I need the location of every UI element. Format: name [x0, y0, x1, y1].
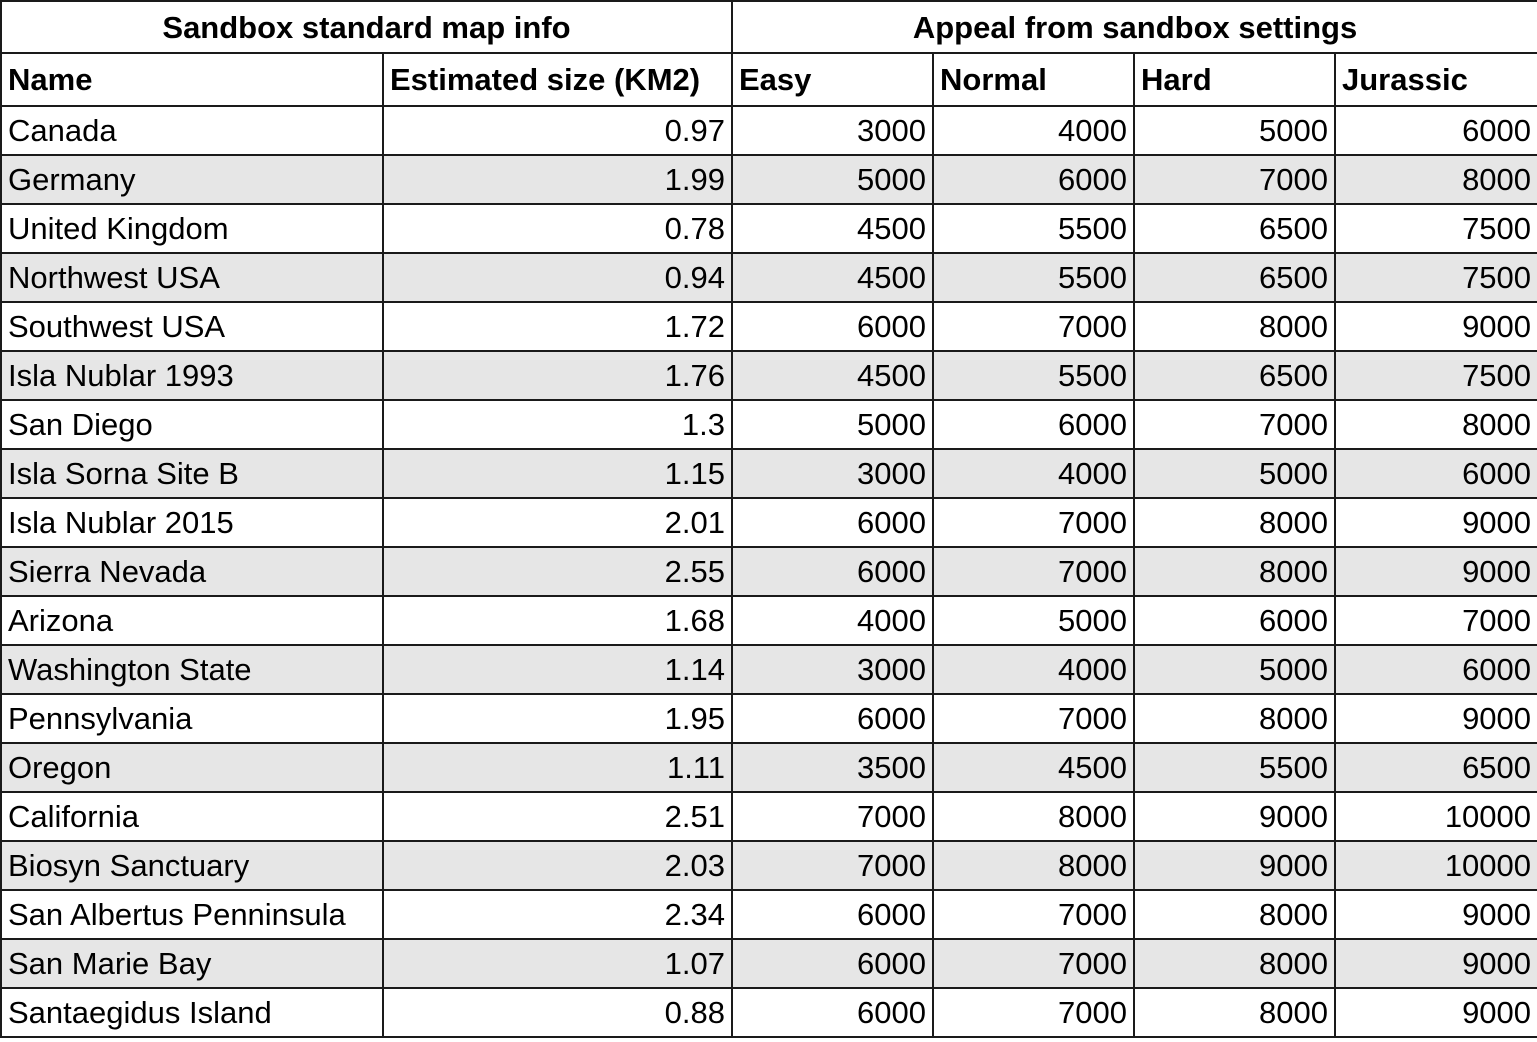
cell-name: Washington State — [1, 645, 383, 694]
cell-size: 0.78 — [383, 204, 732, 253]
cell-size: 2.03 — [383, 841, 732, 890]
cell-size: 0.97 — [383, 106, 732, 155]
cell-normal: 8000 — [933, 792, 1134, 841]
cell-hard: 7000 — [1134, 155, 1335, 204]
column-header-row — [1, 53, 1537, 106]
group-header-appeal: Appeal from sandbox settings — [732, 1, 1537, 53]
cell-jurassic: 9000 — [1335, 302, 1537, 351]
cell-jurassic: 6500 — [1335, 743, 1537, 792]
cell-hard: 5000 — [1134, 645, 1335, 694]
cell-jurassic: 6000 — [1335, 645, 1537, 694]
cell-hard: 8000 — [1134, 302, 1335, 351]
cell-easy: 7000 — [732, 841, 933, 890]
cell-hard: 5000 — [1134, 106, 1335, 155]
cell-size: 2.51 — [383, 792, 732, 841]
table-row — [1, 204, 1537, 253]
cell-hard: 6500 — [1134, 351, 1335, 400]
column-header-name: Name — [1, 53, 383, 106]
cell-name: Germany — [1, 155, 383, 204]
table-row — [1, 302, 1537, 351]
cell-jurassic: 7000 — [1335, 596, 1537, 645]
column-header-hard: Hard — [1134, 53, 1335, 106]
cell-hard: 8000 — [1134, 939, 1335, 988]
cell-easy: 6000 — [732, 988, 933, 1037]
table-row — [1, 498, 1537, 547]
cell-easy: 4000 — [732, 596, 933, 645]
cell-hard: 9000 — [1134, 841, 1335, 890]
cell-easy: 5000 — [732, 400, 933, 449]
cell-normal: 4000 — [933, 449, 1134, 498]
table-body — [1, 106, 1537, 1037]
cell-hard: 6500 — [1134, 253, 1335, 302]
table-row — [1, 841, 1537, 890]
cell-normal: 7000 — [933, 939, 1134, 988]
cell-name: Southwest USA — [1, 302, 383, 351]
table-row — [1, 253, 1537, 302]
cell-normal: 7000 — [933, 890, 1134, 939]
cell-normal: 8000 — [933, 841, 1134, 890]
cell-normal: 4500 — [933, 743, 1134, 792]
cell-jurassic: 10000 — [1335, 792, 1537, 841]
cell-easy: 3000 — [732, 645, 933, 694]
cell-normal: 7000 — [933, 988, 1134, 1037]
cell-easy: 5000 — [732, 155, 933, 204]
cell-normal: 5000 — [933, 596, 1134, 645]
cell-easy: 6000 — [732, 939, 933, 988]
table-row — [1, 939, 1537, 988]
cell-easy: 6000 — [732, 498, 933, 547]
cell-size: 1.68 — [383, 596, 732, 645]
cell-normal: 5500 — [933, 351, 1134, 400]
table-row — [1, 547, 1537, 596]
cell-jurassic: 9000 — [1335, 547, 1537, 596]
cell-hard: 8000 — [1134, 498, 1335, 547]
cell-name: Biosyn Sanctuary — [1, 841, 383, 890]
cell-name: Pennsylvania — [1, 694, 383, 743]
cell-jurassic: 7500 — [1335, 351, 1537, 400]
cell-name: San Marie Bay — [1, 939, 383, 988]
cell-normal: 7000 — [933, 547, 1134, 596]
cell-jurassic: 7500 — [1335, 204, 1537, 253]
cell-size: 1.72 — [383, 302, 732, 351]
cell-jurassic: 9000 — [1335, 890, 1537, 939]
cell-jurassic: 9000 — [1335, 498, 1537, 547]
cell-size: 2.01 — [383, 498, 732, 547]
cell-normal: 4000 — [933, 106, 1134, 155]
cell-normal: 6000 — [933, 155, 1134, 204]
cell-normal: 7000 — [933, 302, 1134, 351]
cell-normal: 5500 — [933, 253, 1134, 302]
cell-size: 1.3 — [383, 400, 732, 449]
cell-easy: 6000 — [732, 302, 933, 351]
cell-jurassic: 6000 — [1335, 449, 1537, 498]
column-header-easy: Easy — [732, 53, 933, 106]
table-row — [1, 645, 1537, 694]
cell-name: Sierra Nevada — [1, 547, 383, 596]
cell-hard: 9000 — [1134, 792, 1335, 841]
cell-name: San Diego — [1, 400, 383, 449]
cell-name: Canada — [1, 106, 383, 155]
cell-hard: 7000 — [1134, 400, 1335, 449]
cell-hard: 5000 — [1134, 449, 1335, 498]
cell-normal: 6000 — [933, 400, 1134, 449]
cell-name: Santaegidus Island — [1, 988, 383, 1037]
cell-name: California — [1, 792, 383, 841]
cell-easy: 6000 — [732, 694, 933, 743]
cell-easy: 4500 — [732, 204, 933, 253]
cell-normal: 7000 — [933, 694, 1134, 743]
cell-size: 1.95 — [383, 694, 732, 743]
cell-size: 1.15 — [383, 449, 732, 498]
cell-jurassic: 8000 — [1335, 400, 1537, 449]
cell-name: Northwest USA — [1, 253, 383, 302]
cell-jurassic: 9000 — [1335, 939, 1537, 988]
cell-size: 1.11 — [383, 743, 732, 792]
table-row — [1, 400, 1537, 449]
cell-hard: 8000 — [1134, 547, 1335, 596]
cell-jurassic: 9000 — [1335, 694, 1537, 743]
table-row — [1, 988, 1537, 1037]
cell-normal: 5500 — [933, 204, 1134, 253]
cell-jurassic: 10000 — [1335, 841, 1537, 890]
cell-hard: 6500 — [1134, 204, 1335, 253]
cell-hard: 8000 — [1134, 694, 1335, 743]
cell-jurassic: 9000 — [1335, 988, 1537, 1037]
cell-size: 1.14 — [383, 645, 732, 694]
cell-size: 0.94 — [383, 253, 732, 302]
table-row — [1, 351, 1537, 400]
cell-name: San Albertus Penninsula — [1, 890, 383, 939]
cell-name: Isla Sorna Site B — [1, 449, 383, 498]
cell-size: 1.99 — [383, 155, 732, 204]
cell-name: United Kingdom — [1, 204, 383, 253]
cell-hard: 5500 — [1134, 743, 1335, 792]
cell-easy: 3500 — [732, 743, 933, 792]
cell-hard: 8000 — [1134, 890, 1335, 939]
cell-hard: 8000 — [1134, 988, 1335, 1037]
table-row — [1, 155, 1537, 204]
column-header-size: Estimated size (KM2) — [383, 53, 732, 106]
cell-size: 2.55 — [383, 547, 732, 596]
cell-easy: 3000 — [732, 449, 933, 498]
table-row — [1, 106, 1537, 155]
column-header-jurassic: Jurassic — [1335, 53, 1537, 106]
cell-jurassic: 8000 — [1335, 155, 1537, 204]
table-row — [1, 792, 1537, 841]
cell-size: 2.34 — [383, 890, 732, 939]
cell-size: 0.88 — [383, 988, 732, 1037]
group-header-map-info: Sandbox standard map info — [1, 1, 732, 53]
cell-name: Arizona — [1, 596, 383, 645]
table-row — [1, 890, 1537, 939]
cell-name: Isla Nublar 2015 — [1, 498, 383, 547]
cell-normal: 4000 — [933, 645, 1134, 694]
cell-size: 1.07 — [383, 939, 732, 988]
table-row — [1, 449, 1537, 498]
cell-jurassic: 6000 — [1335, 106, 1537, 155]
cell-easy: 6000 — [732, 890, 933, 939]
cell-hard: 6000 — [1134, 596, 1335, 645]
table-row — [1, 596, 1537, 645]
cell-easy: 7000 — [732, 792, 933, 841]
cell-easy: 4500 — [732, 351, 933, 400]
cell-name: Isla Nublar 1993 — [1, 351, 383, 400]
cell-normal: 7000 — [933, 498, 1134, 547]
cell-easy: 6000 — [732, 547, 933, 596]
cell-easy: 3000 — [732, 106, 933, 155]
cell-name: Oregon — [1, 743, 383, 792]
table-row — [1, 743, 1537, 792]
cell-easy: 4500 — [732, 253, 933, 302]
cell-size: 1.76 — [383, 351, 732, 400]
group-header-row — [1, 1, 1537, 53]
table-row — [1, 694, 1537, 743]
column-header-normal: Normal — [933, 53, 1134, 106]
cell-jurassic: 7500 — [1335, 253, 1537, 302]
